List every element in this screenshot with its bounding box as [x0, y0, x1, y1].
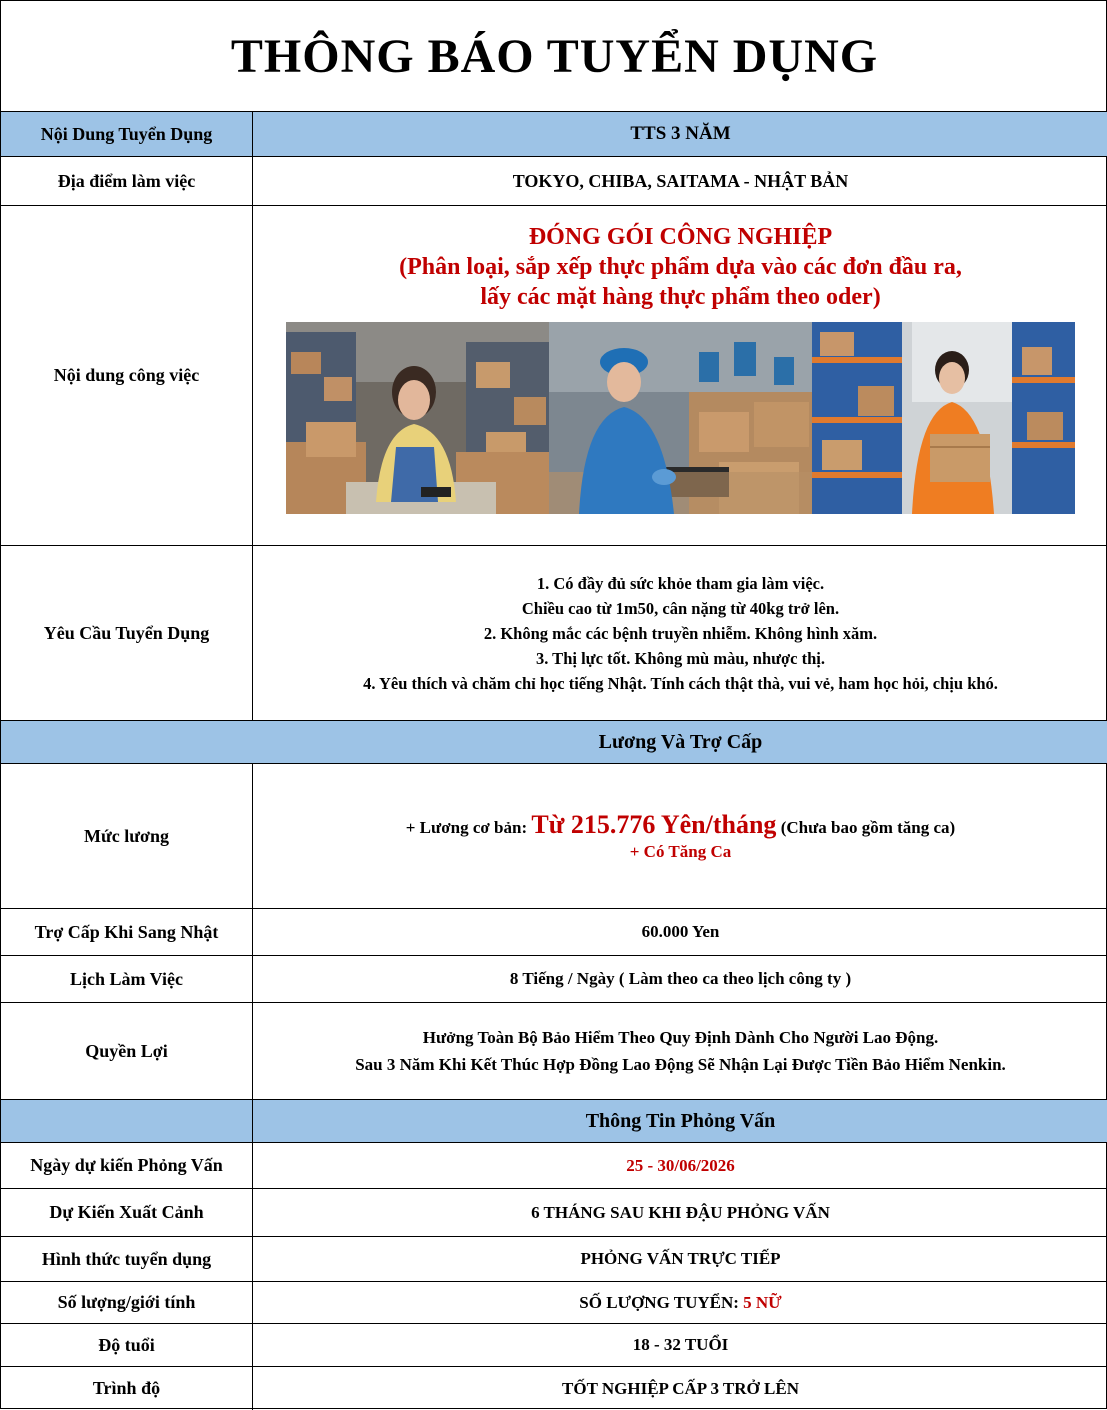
benefit-line: Sau 3 Năm Khi Kết Thúc Hợp Đồng Lao Động Sẽ Nhận Lại Được Tiền Bảo Hiểm Nenkin.: [355, 1055, 1006, 1074]
job-title-line-3: lấy các mặt hàng thực phẩm theo oder): [480, 284, 881, 310]
departure-value: 6 THÁNG SAU KHI ĐẬU PHỎNG VẤN: [531, 1202, 830, 1222]
benefits-content: [253, 1003, 1107, 1099]
job-photos: [286, 322, 1076, 514]
quantity-prefix: SỐ LƯỢNG TUYỂN:: [579, 1292, 744, 1312]
quantity-label: Số lượng/giới tính: [1, 1282, 253, 1323]
worker-carrying-box-photo: [812, 322, 1075, 514]
interview-section-title: Thông Tin Phỏng Vấn: [585, 1109, 776, 1132]
salary-prefix: + Lương cơ bản:: [405, 818, 532, 837]
requirements-label: Yêu Cầu Tuyển Dụng: [1, 546, 253, 720]
page-title: THÔNG BÁO TUYỂN DỤNG: [1, 1, 1107, 112]
requirement-line: 1. Có đầy đủ sức khỏe tham gia làm việc.: [536, 573, 825, 593]
header-row: [1, 112, 1107, 157]
age-value: 18 - 32 TUỔI: [632, 1335, 729, 1354]
requirement-line: 2. Không mắc các bệnh truyền nhiễm. Không hình xăm.: [483, 623, 878, 643]
requirement-line: 3. Thị lực tốt. Không mù màu, nhược thị.: [535, 648, 826, 668]
requirement-line: Chiều cao từ 1m50, cân nặng từ 40kg trở lên.: [521, 598, 840, 618]
worker-packing-photo: [549, 322, 812, 514]
salary-amount: Từ 215.776 Yên/tháng: [531, 810, 777, 839]
salary-section-title: Lương Và Trợ Cấp: [598, 730, 763, 753]
requirements-row: [1, 546, 1107, 721]
location-label: Địa điểm làm việc: [1, 157, 253, 205]
job-title-line-1: ĐÓNG GÓI CÔNG NGHIỆP: [528, 224, 833, 250]
benefits-row: [1, 1003, 1107, 1100]
job-title-line-2: (Phân loại, sắp xếp thực phẩm dựa vào các đơn đầu ra,: [399, 254, 962, 280]
benefits-label: Quyền Lợi: [1, 1003, 253, 1099]
salary-row: [1, 764, 1107, 909]
job-row: [1, 206, 1107, 546]
allowance-row: [1, 909, 1107, 956]
requirement-line: 4. Yêu thích và chăm chỉ học tiếng Nhật. Tính cách thật thà, vui vẻ, ham học hỏi, chịu khó.: [363, 673, 998, 693]
job-label: Nội dung công việc: [1, 206, 253, 545]
allowance-label: Trợ Cấp Khi Sang Nhật: [1, 909, 253, 955]
interview-date-value: 25 - 30/06/2026: [626, 1155, 735, 1175]
form-value: PHỎNG VẤN TRỰC TIẾP: [580, 1249, 781, 1268]
education-value: TỐT NGHIỆP CẤP 3 TRỞ LÊN: [562, 1378, 799, 1398]
age-label: Độ tuổi: [1, 1324, 253, 1366]
schedule-row: [1, 956, 1107, 1003]
interview-date-row: [1, 1143, 1107, 1189]
salary-content: [253, 764, 1107, 908]
quantity-row: [1, 1282, 1107, 1324]
salary-note: (Chưa bao gồm tăng ca): [776, 818, 956, 837]
salary-section-header: [1, 721, 1107, 764]
salary-label: Mức lương: [1, 764, 253, 908]
job-content: [253, 206, 1107, 545]
location-row: [1, 157, 1107, 206]
program-name: TTS 3 NĂM: [630, 123, 731, 144]
age-row: [1, 1324, 1107, 1367]
interview-section-header: [1, 1100, 1107, 1143]
schedule-label: Lịch Làm Việc: [1, 956, 253, 1002]
interview-date-label: Ngày dự kiến Phỏng Vấn: [1, 1143, 253, 1188]
schedule-value: 8 Tiếng / Ngày ( Làm theo ca theo lịch công ty ): [509, 969, 852, 988]
form-label: Hình thức tuyển dụng: [1, 1237, 253, 1281]
location-value: TOKYO, CHIBA, SAITAMA - NHẬT BẢN: [512, 170, 849, 191]
allowance-value: 60.000 Yen: [641, 922, 720, 941]
overtime-note: + Có Tăng Ca: [629, 842, 732, 861]
header-label: Nội Dung Tuyển Dụng: [1, 112, 253, 156]
quantity-content: [253, 1282, 1107, 1323]
departure-row: [1, 1189, 1107, 1237]
requirements-content: [253, 546, 1107, 720]
departure-label: Dự Kiến Xuất Cảnh: [1, 1189, 253, 1236]
salary-line: [406, 810, 955, 840]
worker-writing-photo: [286, 322, 549, 514]
form-row: [1, 1237, 1107, 1282]
benefit-line: Hưởng Toàn Bộ Bảo Hiểm Theo Quy Định Dành Cho Người Lao Động.: [422, 1028, 939, 1047]
quantity-value: 5 NỮ: [743, 1292, 782, 1312]
education-row: [1, 1367, 1107, 1410]
education-label: Trình độ: [1, 1367, 253, 1410]
